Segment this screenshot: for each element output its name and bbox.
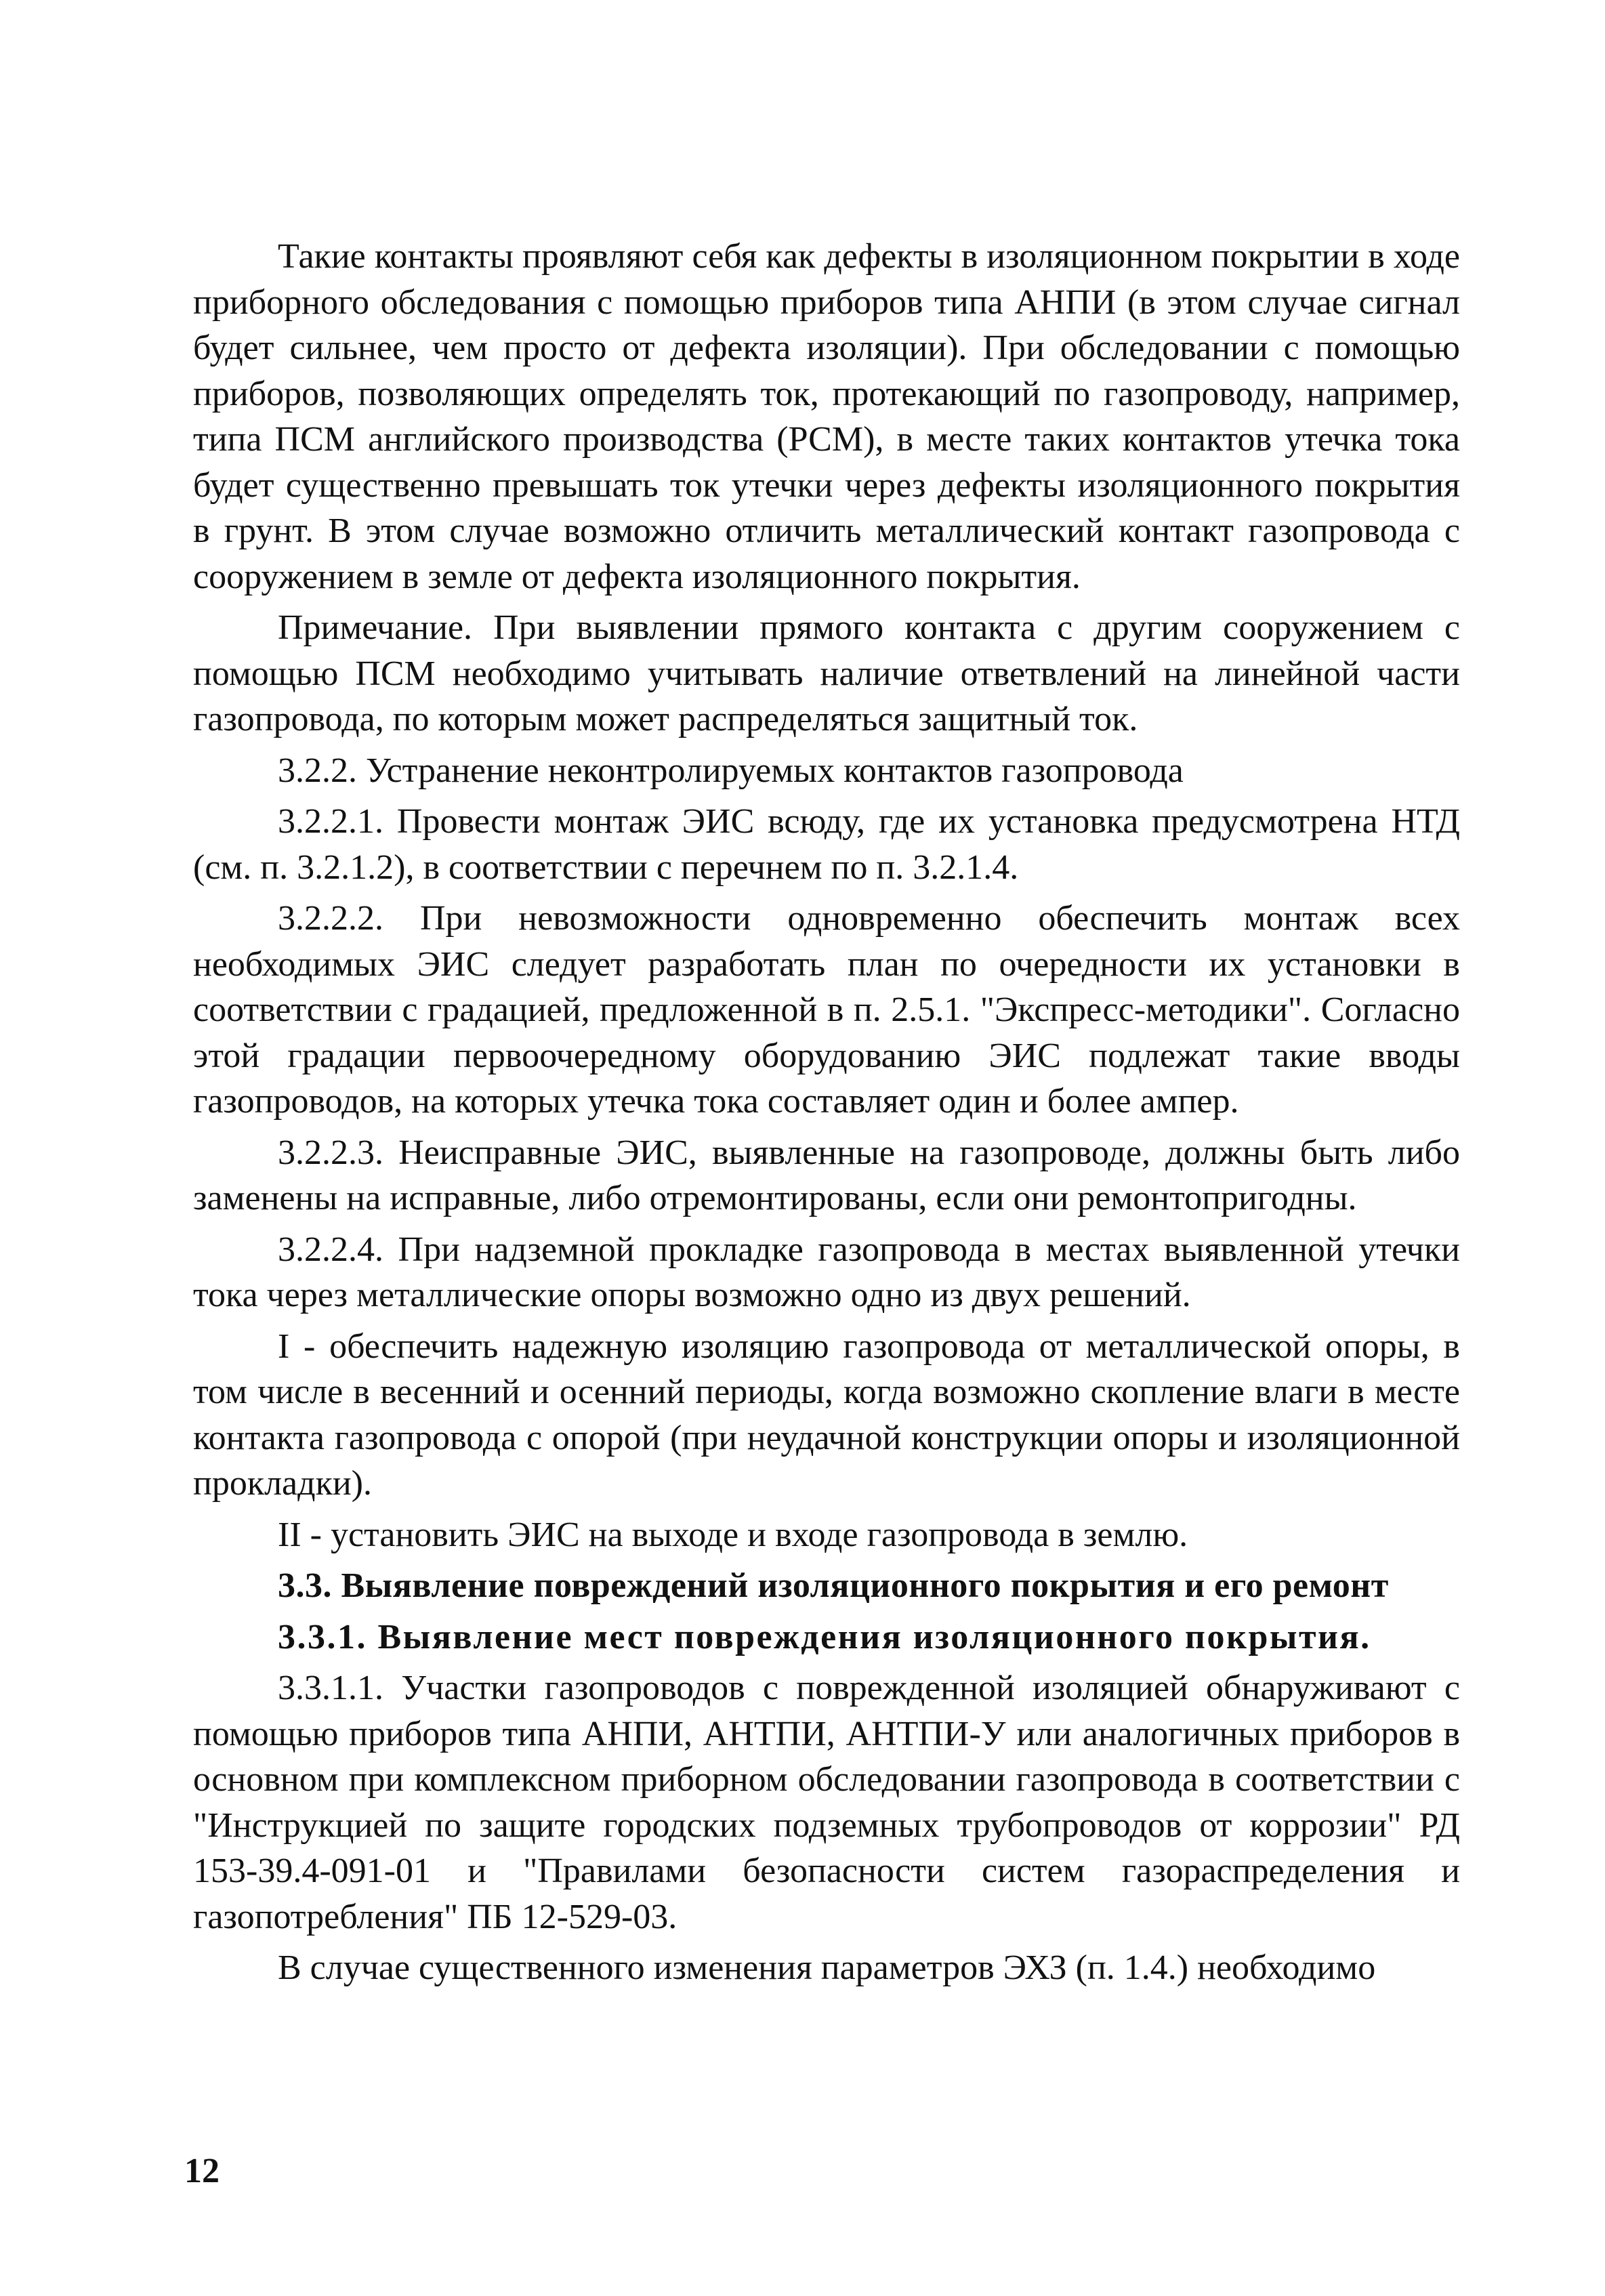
paragraph-contacts-defects: Такие контакты проявляют себя как дефекты в изоляционном покрытии в ходе приборного обследования с помощью приборов типа АНПИ (в этом случае сигнал будет сильнее, чем просто от дефекта изоляции). При обследовании с помощью приборов, позволяющих определять ток, протекающий по газопроводу, например, типа ПСМ английского производства (РСМ), в месте таких контактов утечка тока будет существенно превышать ток утечки через дефекты изоляционного покрытия в грунт. В этом случае возможно отличить металлический контакт газопровода с сооружением в земле от дефекта изоляционного покрытия. <box>193 237 1460 596</box>
paragraph-3-2-2-4: 3.2.2.4. При надземной прокладке газопровода в местах выявленной утечки тока через металлические опоры возможно одно из двух решений. <box>193 1230 1460 1314</box>
document-body <box>193 234 1460 1991</box>
paragraph-3-3-1-1: 3.3.1.1. Участки газопроводов с поврежденной изоляцией обнаруживают с помощью приборов типа АНПИ, АНТПИ, АНТПИ-У или аналогичных приборов в основном при комплексном приборном обследовании газопровода в соответствии с "Инструкцией по защите городских подземных трубопроводов от коррозии" РД 153-39.4-091-01 и "Правилами безопасности систем газораспределения и газопотребления" ПБ 12-529-03. <box>193 1669 1460 1936</box>
section-3-2-2-title: 3.2.2. Устранение неконтролируемых контактов газопровода <box>278 751 1184 790</box>
section-3-3-heading: 3.3. Выявление повреждений изоляционного покрытия и его ремонт <box>278 1566 1389 1605</box>
paragraph-3-2-2-3: 3.2.2.3. Неисправные ЭИС, выявленные на газопроводе, должны быть либо заменены на исправные, либо отремонтированы, если они ремонтопригодны. <box>193 1133 1460 1217</box>
section-3-3-1-heading: 3.3.1. Выявление мест повреждения изоляционного покрытия. <box>278 1617 1371 1656</box>
paragraph-3-2-2-2: 3.2.2.2. При невозможности одновременно обеспечить монтаж всех необходимых ЭИС следует разработать план по очередности их установки в соответствии с градацией, предложенной в п. 2.5.1. "Экспресс-методики". Согласно этой градации первоочередному оборудованию ЭИС подлежат такие вводы газопроводов, на которых утечка тока составляет один и более ампер. <box>193 899 1460 1121</box>
paragraph-note: Примечание. При выявлении прямого контакта с другим сооружением с помощью ПСМ необходимо учитывать наличие ответвлений на линейной части газопровода, по которым может распределяться защитный ток. <box>193 608 1460 738</box>
paragraph-3-2-2-1: 3.2.2.1. Провести монтаж ЭИС всюду, где их установка предусмотрена НТД (см. п. 3.2.1.2), в соответствии с перечнем по п. 3.2.1.4. <box>193 802 1460 887</box>
paragraph-parameters-change: В случае существенного изменения параметров ЭХЗ (п. 1.4.) необходимо <box>278 1948 1376 1987</box>
paragraph-solution-2: II - установить ЭИС на выходе и входе газопровода в землю. <box>278 1515 1188 1554</box>
paragraph-solution-1: I - обеспечить надежную изоляцию газопровода от металлической опоры, в том числе в весенний и осенний периоды, когда возможно скопление влаги в месте контакта газопровода с опорой (при неудачной конструкции опоры и изоляционной прокладки). <box>193 1327 1460 1503</box>
page-number: 12 <box>184 2152 220 2190</box>
